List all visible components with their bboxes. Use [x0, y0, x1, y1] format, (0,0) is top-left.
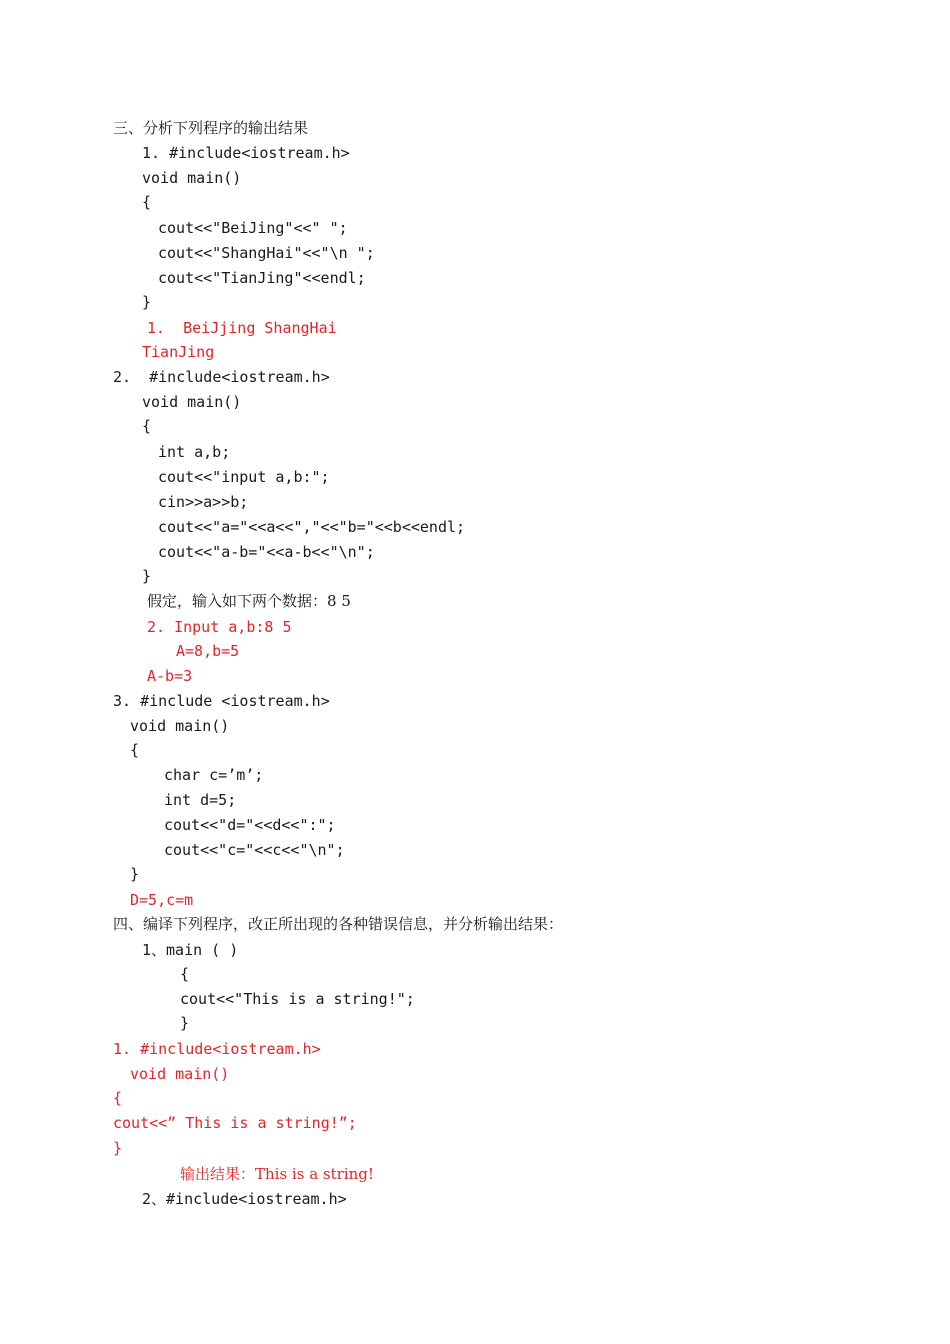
p2-assumption: 假定，输入如下两个数据：8 5 [147, 592, 351, 610]
q1-fix-main: void main() [130, 1065, 230, 1083]
p3-cout-c: cout<<"c="<<c<<"\n"; [164, 841, 345, 859]
p1-answer-line1: 1. BeiJjing ShangHai [147, 319, 337, 337]
p1-open-brace: { [142, 193, 152, 211]
q1-main: 1、main ( ) [142, 941, 239, 959]
q1-open-brace: { [180, 965, 190, 983]
p2-answer-line1: 2. Input a,b:8 5 [147, 618, 292, 636]
p3-close-brace: } [130, 865, 140, 883]
p1-cout-tianjing: cout<<"TianJing"<<endl; [158, 269, 366, 287]
p2-main: void main() [142, 393, 242, 411]
p1-close-brace: } [142, 293, 152, 311]
section3-heading: 三、分析下列程序的输出结果 [113, 119, 309, 137]
p2-close-brace: } [142, 567, 152, 585]
p3-open-brace: { [130, 741, 140, 759]
p2-answer-line3: A-b=3 [147, 667, 193, 685]
q1-cout: cout<<"This is a string!"; [180, 990, 415, 1008]
p2-decl: int a,b; [158, 443, 231, 461]
q1-close-brace: } [180, 1014, 190, 1032]
p2-cout-prompt: cout<<"input a,b:"; [158, 468, 330, 486]
p2-cout-diff: cout<<"a-b="<<a-b<<"\n"; [158, 543, 375, 561]
p2-cin: cin>>a>>b; [158, 493, 249, 511]
q1-output-result: 输出结果：This is a string! [180, 1165, 374, 1183]
p3-main: void main() [130, 717, 230, 735]
q1-fix-cout: cout<<” This is a string!”; [113, 1114, 357, 1132]
q1-fix-open-brace: { [113, 1089, 123, 1107]
p2-cout-ab: cout<<"a="<<a<<","<<"b="<<b<<endl; [158, 518, 466, 536]
p2-answer-line2: A=8,b=5 [176, 642, 240, 660]
p3-include: 3. #include <iostream.h> [113, 692, 330, 710]
p1-main: void main() [142, 169, 242, 187]
p3-int-decl: int d=5; [164, 791, 237, 809]
p2-open-brace: { [142, 417, 152, 435]
p1-cout-shanghai: cout<<"ShangHai"<<"\n "; [158, 244, 375, 262]
p1-answer-line2: TianJing [142, 343, 215, 361]
q1-fix-close-brace: } [113, 1139, 123, 1157]
section4-heading: 四、编译下列程序，改正所出现的各种错误信息，并分析输出结果： [113, 915, 564, 933]
p2-include: 2. #include<iostream.h> [113, 368, 330, 386]
q2-include: 2、#include<iostream.h> [142, 1190, 347, 1208]
p3-char-decl: char c=’m’; [164, 766, 264, 784]
q1-fix-include: 1. #include<iostream.h> [113, 1040, 321, 1058]
p3-cout-d: cout<<"d="<<d<<":"; [164, 816, 336, 834]
p1-cout-beijing: cout<<"BeiJing"<<" "; [158, 219, 348, 237]
p1-include: 1. #include<iostream.h> [142, 144, 350, 162]
p3-answer: D=5,c=m [130, 891, 194, 909]
